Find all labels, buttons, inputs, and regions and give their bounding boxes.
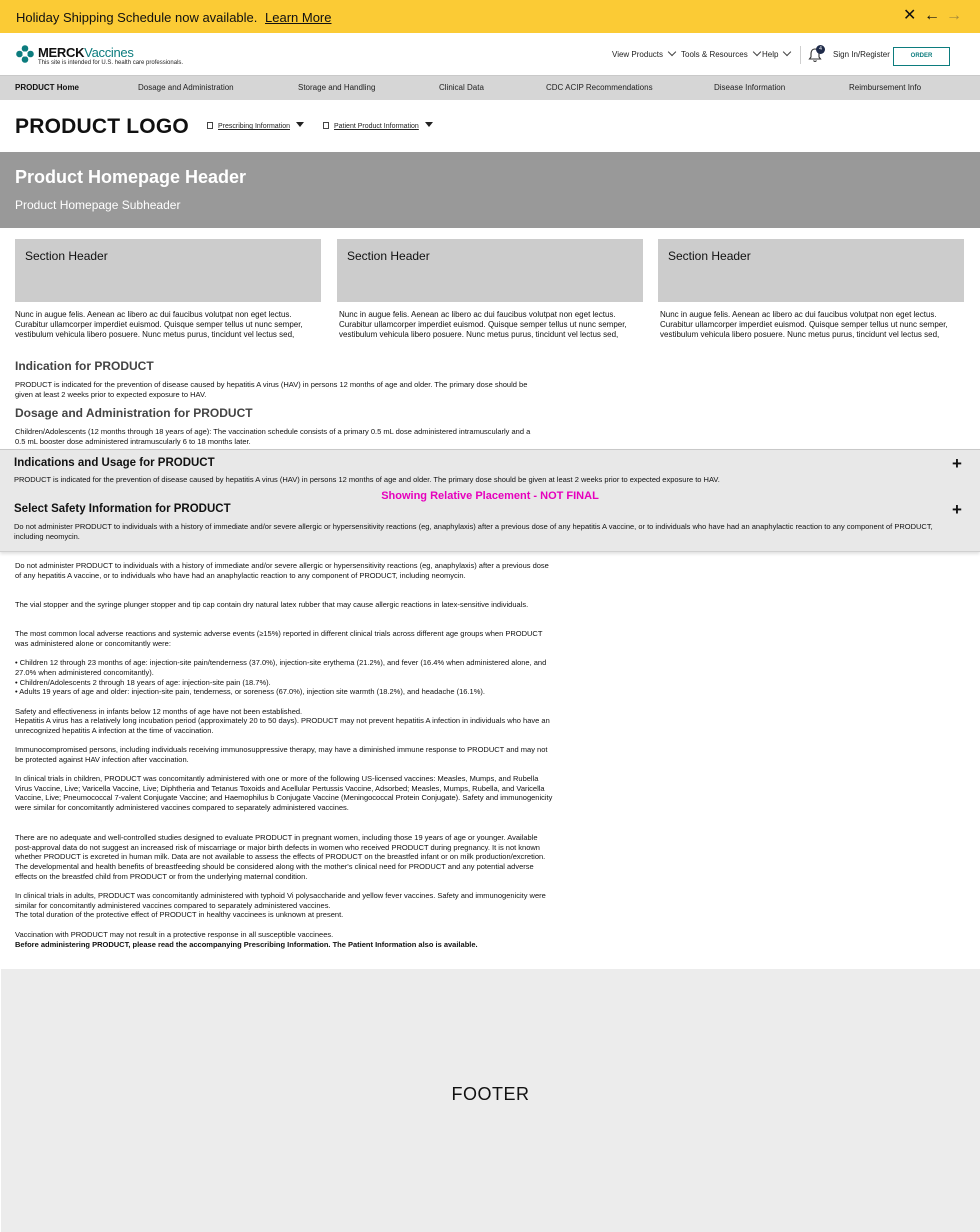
header-divider: [800, 46, 801, 64]
section-header: Section Header: [668, 249, 751, 263]
close-icon[interactable]: ✕: [903, 7, 917, 24]
isi-bullet: • Children/Adolescents 2 through 18 years of age: injection-site pain (18.7%).: [15, 678, 271, 687]
isi-paragraph: The vial stopper and the syringe plunger stopper and tip cap contain dry natural latex rubber that may cause allergic reactions in latex-sensitive individuals.: [15, 600, 529, 609]
order-button[interactable]: ORDER: [893, 47, 950, 66]
isi-bullet: • Adults 19 years of age and older: injection-site pain, tenderness, or soreness (67.0%), injection site warmth (18.2%), and headache (16.1%).: [15, 687, 485, 696]
arrow-right-icon[interactable]: →: [946, 7, 962, 24]
footer-label: FOOTER: [451, 1084, 530, 1104]
isi-closing-statement: Before administering PRODUCT, please read the accompanying Prescribing Information. The Patient Information also is available.: [15, 940, 478, 949]
plus-icon[interactable]: +: [952, 500, 962, 519]
nav-reimbursement-info[interactable]: Reimbursement Info: [849, 83, 922, 92]
isi-paragraph: Hepatitis A virus has a relatively long incubation period (approximately 20 to 50 days). PRODUCT may not prevent hepatitis A infection in individuals who have an unrecognized hepatitis A infection at the time of vaccination.: [15, 716, 550, 735]
section-card-text: Nunc in augue felis. Aenean ac libero ac dui faucibus volutpat non eget lectus. Curabitur ullamcorper imperdiet euismod. Quisque semper tellus ut nunc semper, vestibulum vehicula libero posuere. Nunc metus purus, tincidunt vel lectus sed,: [660, 310, 948, 339]
hero-section: [0, 152, 980, 228]
section-card-image: [658, 239, 964, 302]
nav-clinical-data[interactable]: Clinical Data: [439, 83, 484, 92]
arrow-left-icon[interactable]: ←: [924, 7, 940, 24]
isi-bullet: • Children 12 through 23 months of age: injection-site pain/tenderness (37.0%), injection-site erythema (21.2%), and fever (16.4% when administered alone, and 27.0% when administered concomitantly).: [15, 658, 547, 677]
indications-accordion-title[interactable]: Indications and Usage for PRODUCT: [14, 457, 215, 469]
help-menu[interactable]: [762, 50, 790, 59]
nav-disease-information[interactable]: Disease Information: [714, 83, 786, 92]
nav-dosage-administration[interactable]: Dosage and Administration: [138, 83, 234, 92]
safety-accordion-title[interactable]: Select Safety Information for PRODUCT: [14, 503, 231, 515]
document-icon: [323, 122, 329, 129]
chevron-down-icon: [668, 48, 676, 56]
isi-paragraph: There are no adequate and well-controlled studies designed to evaluate PRODUCT in pregnant women, including those 19 years of age or younger. Available post-approval data do not suggest an increased risk of miscarriage or major birth defects in women who received PRODUCT during pregnancy. It is not known whether PRODUCT is excreted in human milk. Data are not available to assess the effects of PRODUCT on the breastfed infant or on milk production/excretion. The developmental and health benefits of breastfeeding should be considered along with the mother's clinical need for PRODUCT and any potential adverse effects on the breastfed child from PRODUCT or from the underlying maternal condition.: [15, 833, 546, 881]
nav-cdc-acip[interactable]: CDC ACIP Recommendations: [546, 83, 653, 92]
hcp-disclaimer: This site is intended for U.S. health care professionals.: [38, 60, 184, 66]
section-header: Section Header: [25, 249, 108, 263]
learn-more-link[interactable]: Learn More: [265, 10, 332, 25]
view-products-menu[interactable]: [612, 50, 675, 59]
dosage-text: Children/Adolescents (12 months through 18 years of age): The vaccination schedule consists of a primary 0.5 mL dose administered intramuscularly and a 0.5 mL booster dose administered intramuscularly 6 to 18 months later.: [15, 427, 531, 446]
isi-paragraph: Safety and effectiveness in infants below 12 months of age have not been established.: [15, 707, 303, 716]
section-card-image: [15, 239, 321, 302]
isi-paragraph: The most common local adverse reactions and systemic adverse events (≥15%) reported in different clinical trials across different age groups when PRODUCT was administered alone or concomitantly were:: [15, 629, 543, 648]
isi-paragraph: Vaccination with PRODUCT may not result in a protective response in all susceptible vaccinees.: [15, 930, 334, 939]
dosage-heading: Dosage and Administration for PRODUCT: [15, 406, 253, 420]
isi-paragraph: In clinical trials in adults, PRODUCT was concomitantly administered with typhoid Vi polysaccharide and yellow fever vaccines. Safety and immunogenicity were similar for concomitantly administered vaccines compared to separately administered vaccines.: [15, 891, 546, 910]
view-products-label: View Products: [612, 50, 663, 59]
plus-icon[interactable]: +: [952, 454, 962, 473]
brand-name: [38, 45, 134, 60]
isi-paragraph: Do not administer PRODUCT to individuals with a history of immediate and/or severe allergic or hypersensitivity reactions (eg, anaphylaxis) after a previous dose of any hepatitis A vaccine, or to individuals who have had an anaphylactic reaction to any component of PRODUCT, including neomycin.: [15, 561, 549, 580]
merck-logo-icon: [16, 45, 34, 63]
prescribing-info-dropdown[interactable]: [207, 122, 304, 130]
banner-text: Holiday Shipping Schedule now available.: [16, 10, 258, 25]
indication-text: PRODUCT is indicated for the prevention of disease caused by hepatitis A virus (HAV) in persons 12 months of age and older. The primary dose should be given at least 2 weeks prior to expected exposure to HAV.: [15, 380, 528, 399]
safety-accordion-text: Do not administer PRODUCT to individuals with a history of immediate and/or severe allergic or hypersensitivity reactions (eg, anaphylaxis) after a previous dose of any hepatitis A vaccine, or to individuals who have had an anaphylactic reaction to any component of PRODUCT, including neomycin.: [14, 522, 933, 541]
nav-product-home[interactable]: PRODUCT Home: [15, 83, 80, 92]
product-logo[interactable]: PRODUCT LOGO: [15, 115, 189, 138]
hero-title: Product Homepage Header: [15, 167, 247, 187]
indications-accordion-text: PRODUCT is indicated for the prevention of disease caused by hepatitis A virus (HAV) in persons 12 months of age and older. The primary dose should be given at least 2 weeks prior to expected exposure to HAV.: [14, 475, 720, 484]
section-card-text: Nunc in augue felis. Aenean ac libero ac dui faucibus volutpat non eget lectus. Curabitur ullamcorper imperdiet euismod. Quisque semper tellus ut nunc semper, vestibulum vehicula libero posuere. Nunc metus purus, tincidunt vel lectus sed,: [15, 310, 303, 339]
isi-paragraph: In clinical trials in children, PRODUCT was concomitantly administered with one or more of the following US-licensed vaccines: Measles, Mumps, and Rubella Virus Vaccine, Live; Varicella Vaccine, Live; Diphtheria and Tetanus Toxoids and Acellular Pertussis Vaccine, Adsorbed; Measles, Mumps, Rubella, and Varicella Vaccine, Live; Pneumococcal 7-valent Conjugate Vaccine; and Haemophilus b Conjugate Vaccine (Meningococcal Protein Conjugate). Safety and immunogenicity were similar for concomitantly administered vaccines compared to separately administered vaccines.: [15, 774, 553, 813]
nav-storage-handling[interactable]: Storage and Handling: [298, 83, 376, 92]
sign-in-link[interactable]: Sign In/Register: [833, 50, 890, 59]
notification-badge: 4: [816, 45, 825, 54]
announcement-banner: [0, 0, 980, 33]
brand-merck: MERCK: [38, 45, 85, 60]
site-header: [0, 33, 980, 76]
patient-info-dropdown[interactable]: [323, 122, 433, 130]
chevron-down-icon: [752, 48, 760, 56]
section-header: Section Header: [347, 249, 430, 263]
help-label: Help: [762, 50, 779, 59]
hero-subtitle: Product Homepage Subheader: [15, 198, 181, 212]
product-nav: [0, 76, 980, 100]
footer: [1, 969, 980, 1232]
chevron-down-icon: [783, 48, 791, 56]
section-card-image: [337, 239, 643, 302]
placement-note: Showing Relative Placement - NOT FINAL: [381, 490, 599, 502]
brand-vaccines: Vaccines: [84, 45, 134, 60]
patient-info-label: Patient Product Information: [334, 123, 419, 130]
tools-resources-label: Tools & Resources: [681, 50, 748, 59]
banner-message: [16, 10, 332, 25]
indication-heading: Indication for PRODUCT: [15, 359, 154, 373]
section-card-text: Nunc in augue felis. Aenean ac libero ac dui faucibus volutpat non eget lectus. Curabitur ullamcorper imperdiet euismod. Quisque semper tellus ut nunc semper, vestibulum vehicula libero posuere. Nunc metus purus, tincidunt vel lectus sed,: [339, 310, 627, 339]
caret-down-icon: [425, 122, 433, 127]
sticky-isi-tray: [0, 449, 980, 552]
isi-paragraph: Immunocompromised persons, including individuals receiving immunosuppressive therapy, may have a diminished immune response to PRODUCT and may not be protected against HAV infection after vaccination.: [15, 745, 548, 764]
isi-paragraph: The total duration of the protective effect of PRODUCT in healthy vaccinees is unknown at present.: [15, 910, 344, 919]
prescribing-info-label: Prescribing Information: [218, 123, 290, 130]
caret-down-icon: [296, 122, 304, 127]
tools-resources-menu[interactable]: [681, 50, 760, 59]
document-icon: [207, 122, 213, 129]
